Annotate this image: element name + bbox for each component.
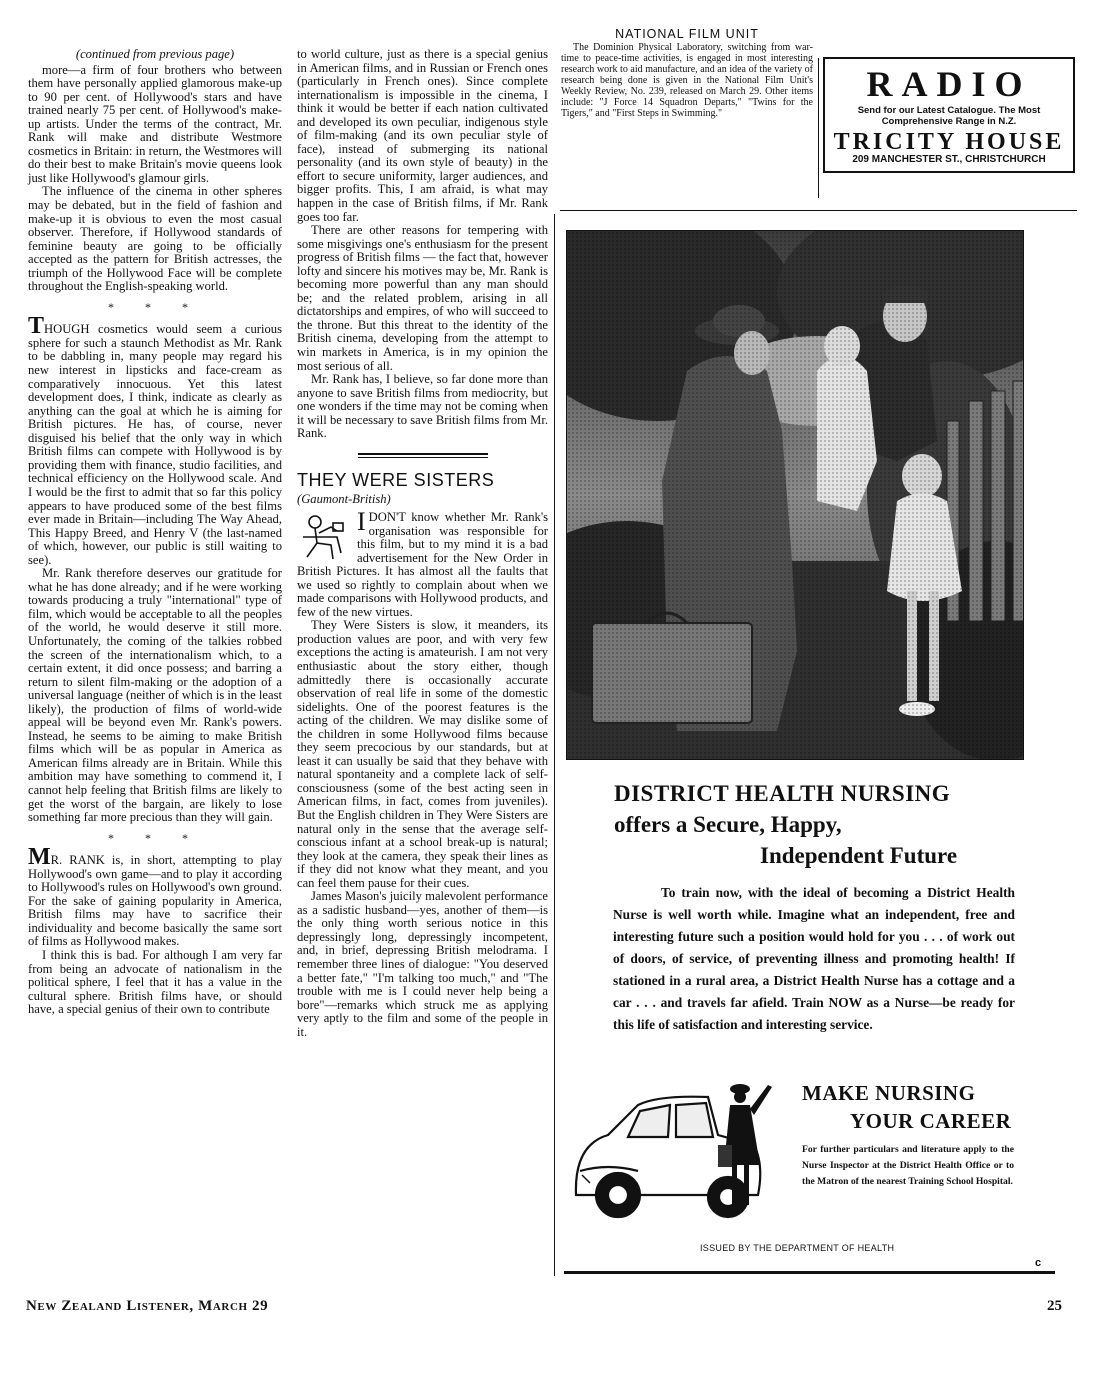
nurse-car-illustration-icon (568, 1075, 796, 1225)
column-rule (554, 214, 555, 1276)
col2-paragraph-2: There are other reasons for tempering with some misgivings one's enthusiasm for the present progress of British films — the fact that, however lofty and sincere his motives may be, Mr. Rank is becoming more powerful than any man should be; and the related problem, arising in all dictatorships and empires, of who will succeed to the throne. But this threat to the identity of the British cinema, developing from the attempt to win markets in America, is in my opinion the most serious of all. (297, 223, 548, 373)
nurse-visit-photo (566, 230, 1024, 760)
ad-top-rule (560, 210, 1077, 211)
col1-paragraph-3: THOUGH cosmetics would seem a curious sphere for such a staunch Methodist as Mr. Rank to be dabbling in, many people may regard his new interest in lipsticks and face-cream as comparatively innocuous. Yet this latest development does, I think, indicate as clearly as anything can the goal at which he is aiming for British pictures. He has, of course, never disguised his belief that the only way in which British films can compete with Hollywood is by providing them with finance, studio facilities, and technical efficiency on the Hollywood scale. And I would be the first to admit that so far this policy appears to have produced some of the best films ever made in Britain—including The Way Ahead, This Happy Breed, and Henry V (the last-named of which, however, our public is still waiting to see). (28, 313, 282, 567)
ad-headline-3: Independent Future (760, 843, 958, 868)
nfu-body: The Dominion Physical Laboratory, switching from war-time to peace-time activities, is engaged in most interesting research work to aid manufacture, and an idea of the variety of research being done is given in the National Film Unit's Weekly Review, No. 239, released on March 29. Other items include: "J Force 14 Squadron Departs," "Twins for the Tigers," and "First Steps in Swimming." (561, 42, 813, 119)
col1-paragraph-5: MR. RANK is, in short, attempting to play Hollywood's own game—and to play it according to Hollywood's rules on Hollywood's own ground. For the sake of gaining popularity in America, British films may have to sacrifice their individuality and become basically the same sort of films as Hollywood makes. (28, 844, 282, 949)
ad-body-text: To train now, with the ideal of becoming a District Health Nurse is well worth while. Imagine what an independent, free and interesting future such a position would hold for you . . . of work out of doors, of service, of preventing illness and promoting health! If stationed in a rural area, a District Health Nurse has a cottage and a car . . . and travels far afield. Train NOW as a Nurse—be ready for this life of satisfaction and interesting service. (613, 885, 1015, 1032)
section-break-stars: * * * (108, 830, 202, 845)
review-paragraph-2: They Were Sisters is slow, it meanders, its production values are poor, and with very few exceptions the acting is amateurish. I am not very enthusiastic about the story either, though admittedly there is occasionally accurate observation of real life in some of the domestic sidelights. One of the poorest features is the acting of the children. We may dislike some of the children in some Hollywood films because they seem precocious by our standards, but at least it can usually be said that they behave with natural spontaneity and a complete lack of self-consciousness (some of the best acting seen in American films, in fact, comes from juveniles). But the English children in They Were Sisters are natural only in the sense that the average self-conscious infant at a school break-up is natural; they look at the camera, they speak their lines as if they did not know what they meant, and you can feel them pause for their cues. (297, 618, 548, 890)
review-paragraph-1: IDON'T know whether Mr. Rank's organisation was responsible for this film, but to my mind it is a bad advertisement for the New Order in British Pictures. It has almost all the faults that we used so rightly to complain about when we made comparisons with Hollywood products, and few of the new virtues. (297, 506, 548, 619)
ad-headline-2: offers a Secure, Happy, (614, 812, 842, 837)
article-column-1 (28, 48, 282, 1017)
ad-issuer: ISSUED BY THE DEPARTMENT OF HEALTH (700, 1243, 895, 1253)
column-rule (818, 58, 819, 198)
review-title: THEY WERE SISTERS (297, 469, 495, 490)
col1-paragraph-4: Mr. Rank therefore deserves our gratitude for what he has done already; and if he were working towards producing a truly "international" type of film, which would be acceptable to all the peoples of the world, he would deserve it still more. Unfortunately, the coming of the talkies robbed the screen of the internationalism which, to a certain extent, it did once possess; and barring a return to silent film-making or the adoption of a universal language (neither of which is in the least likely), the production of films of world-wide appeal will be beyond even Mr. Rank's powers. Instead, he seems to be aiming to make British films which will be as popular in America as American films already are in Britain. While this ambition may have something to commend it, I cannot help feeling that British films are likely to get the worst of the bargain, are likely to lose something far more precious than they will gain. (28, 566, 282, 825)
photo-illustration (567, 231, 1023, 759)
radio-ad-title: RADIO (866, 64, 1032, 104)
radio-ad-shop: TRICITY HOUSE (833, 129, 1065, 155)
article-column-2 (297, 48, 548, 1039)
col1-paragraph-2: The influence of the cinema in other spheres may be debated, but in the field of fashion and make-up it is obvious to even the most casual observer. Therefore, if Hollywood standards of feminine beauty are going to be officially accepted as the pattern for British actresses, the triumph of the Hollywood Face will be complete throughout the English-speaking world. (28, 184, 282, 294)
col2-paragraph-3: Mr. Rank has, I believe, so far done more than anyone to save British films from mediocrity, but one wonders if the time may not be coming when it will be necessary to save British films from Mr. Rank. (297, 372, 548, 441)
section-break-stars: * * * (108, 299, 202, 314)
film-critic-sketch-icon (297, 513, 351, 565)
col1-paragraph-1: more—a firm of four brothers who between them have personally applied glamorous make-up to 90 per cent. of Hollywood's stars and have trained nearly 75 per cent. of Hollywood's make-up artists. Under the terms of the contract, Mr. Rank will make and distribute Westmore cosmetics in Britain: in return, the Westmores will do their best to make Britain's movie queens look just like Hollywood's glamour girls. (28, 62, 282, 185)
footer-publication: New Zealand Listener, March 29 (26, 1298, 269, 1314)
radio-advertisement (823, 57, 1075, 173)
ad-slogan-line-2: YOUR CAREER (850, 1109, 1012, 1133)
ad-code-mark: c (1035, 1257, 1042, 1269)
ad-contact-info: For further particulars and literature apply to the Nurse Inspector at the District Health Office or to the Matron of the nearest Training School Hospital. (802, 1144, 1014, 1187)
section-divider (358, 453, 488, 458)
ad-bottom-rule (564, 1271, 1055, 1274)
continued-note: (continued from previous page) (75, 47, 235, 61)
ad-slogan-line-1: MAKE NURSING (802, 1081, 976, 1105)
drop-cap: I (357, 506, 366, 536)
review-studio: (Gaumont-British) (297, 492, 391, 507)
col1-paragraph-6: I think this is bad. For although I am very far from being an advocate of nationalism in the political sphere, I feel that it has a value in the cultural sphere. British films have, or should have, a special genius of their own to contribute (28, 948, 282, 1017)
radio-ad-tagline: Send for our Latest Catalogue. The Most Comprehensive Range in N.Z. (857, 105, 1041, 127)
ad-headline-1: DISTRICT HEALTH NURSING (614, 781, 951, 806)
col2-paragraph-1: to world culture, just as there is a special genius in American films, and in Russian or French ones (particularly in French ones). Since complete internationalism is impossible in the cinema, I think it would be better if each nation cultivated and developed its own peculiar, indigenous style of film-making (and its own peculiar style of face), instead of submerging its national personality (and its own style of beauty) in the effort to secure uniformity, larger audiences, and bigger profits. This, I am afraid, is what may happen in the case of British films, if Mr. Rank goes too far. (297, 47, 548, 224)
review-paragraph-3: James Mason's juicily malevolent performance as a sadistic husband—yes, another of them—is the only thing worth serious notice in this depressingly long, depressingly incompetent, and, in brief, depressing British melodrama. I remember three lines of dialogue: "You deserved a better fate," "I'm talking too much," and "The trouble with me is I could never help being a bore"—remarks which struck me as applying very aptly to the film and some of the people in it. (297, 889, 548, 1039)
nfu-title: NATIONAL FILM UNIT (615, 27, 759, 41)
radio-ad-address: 209 MANCHESTER ST., CHRISTCHURCH (852, 154, 1046, 165)
national-film-unit-notice (561, 29, 813, 119)
page-number: 25 (1047, 1298, 1062, 1314)
